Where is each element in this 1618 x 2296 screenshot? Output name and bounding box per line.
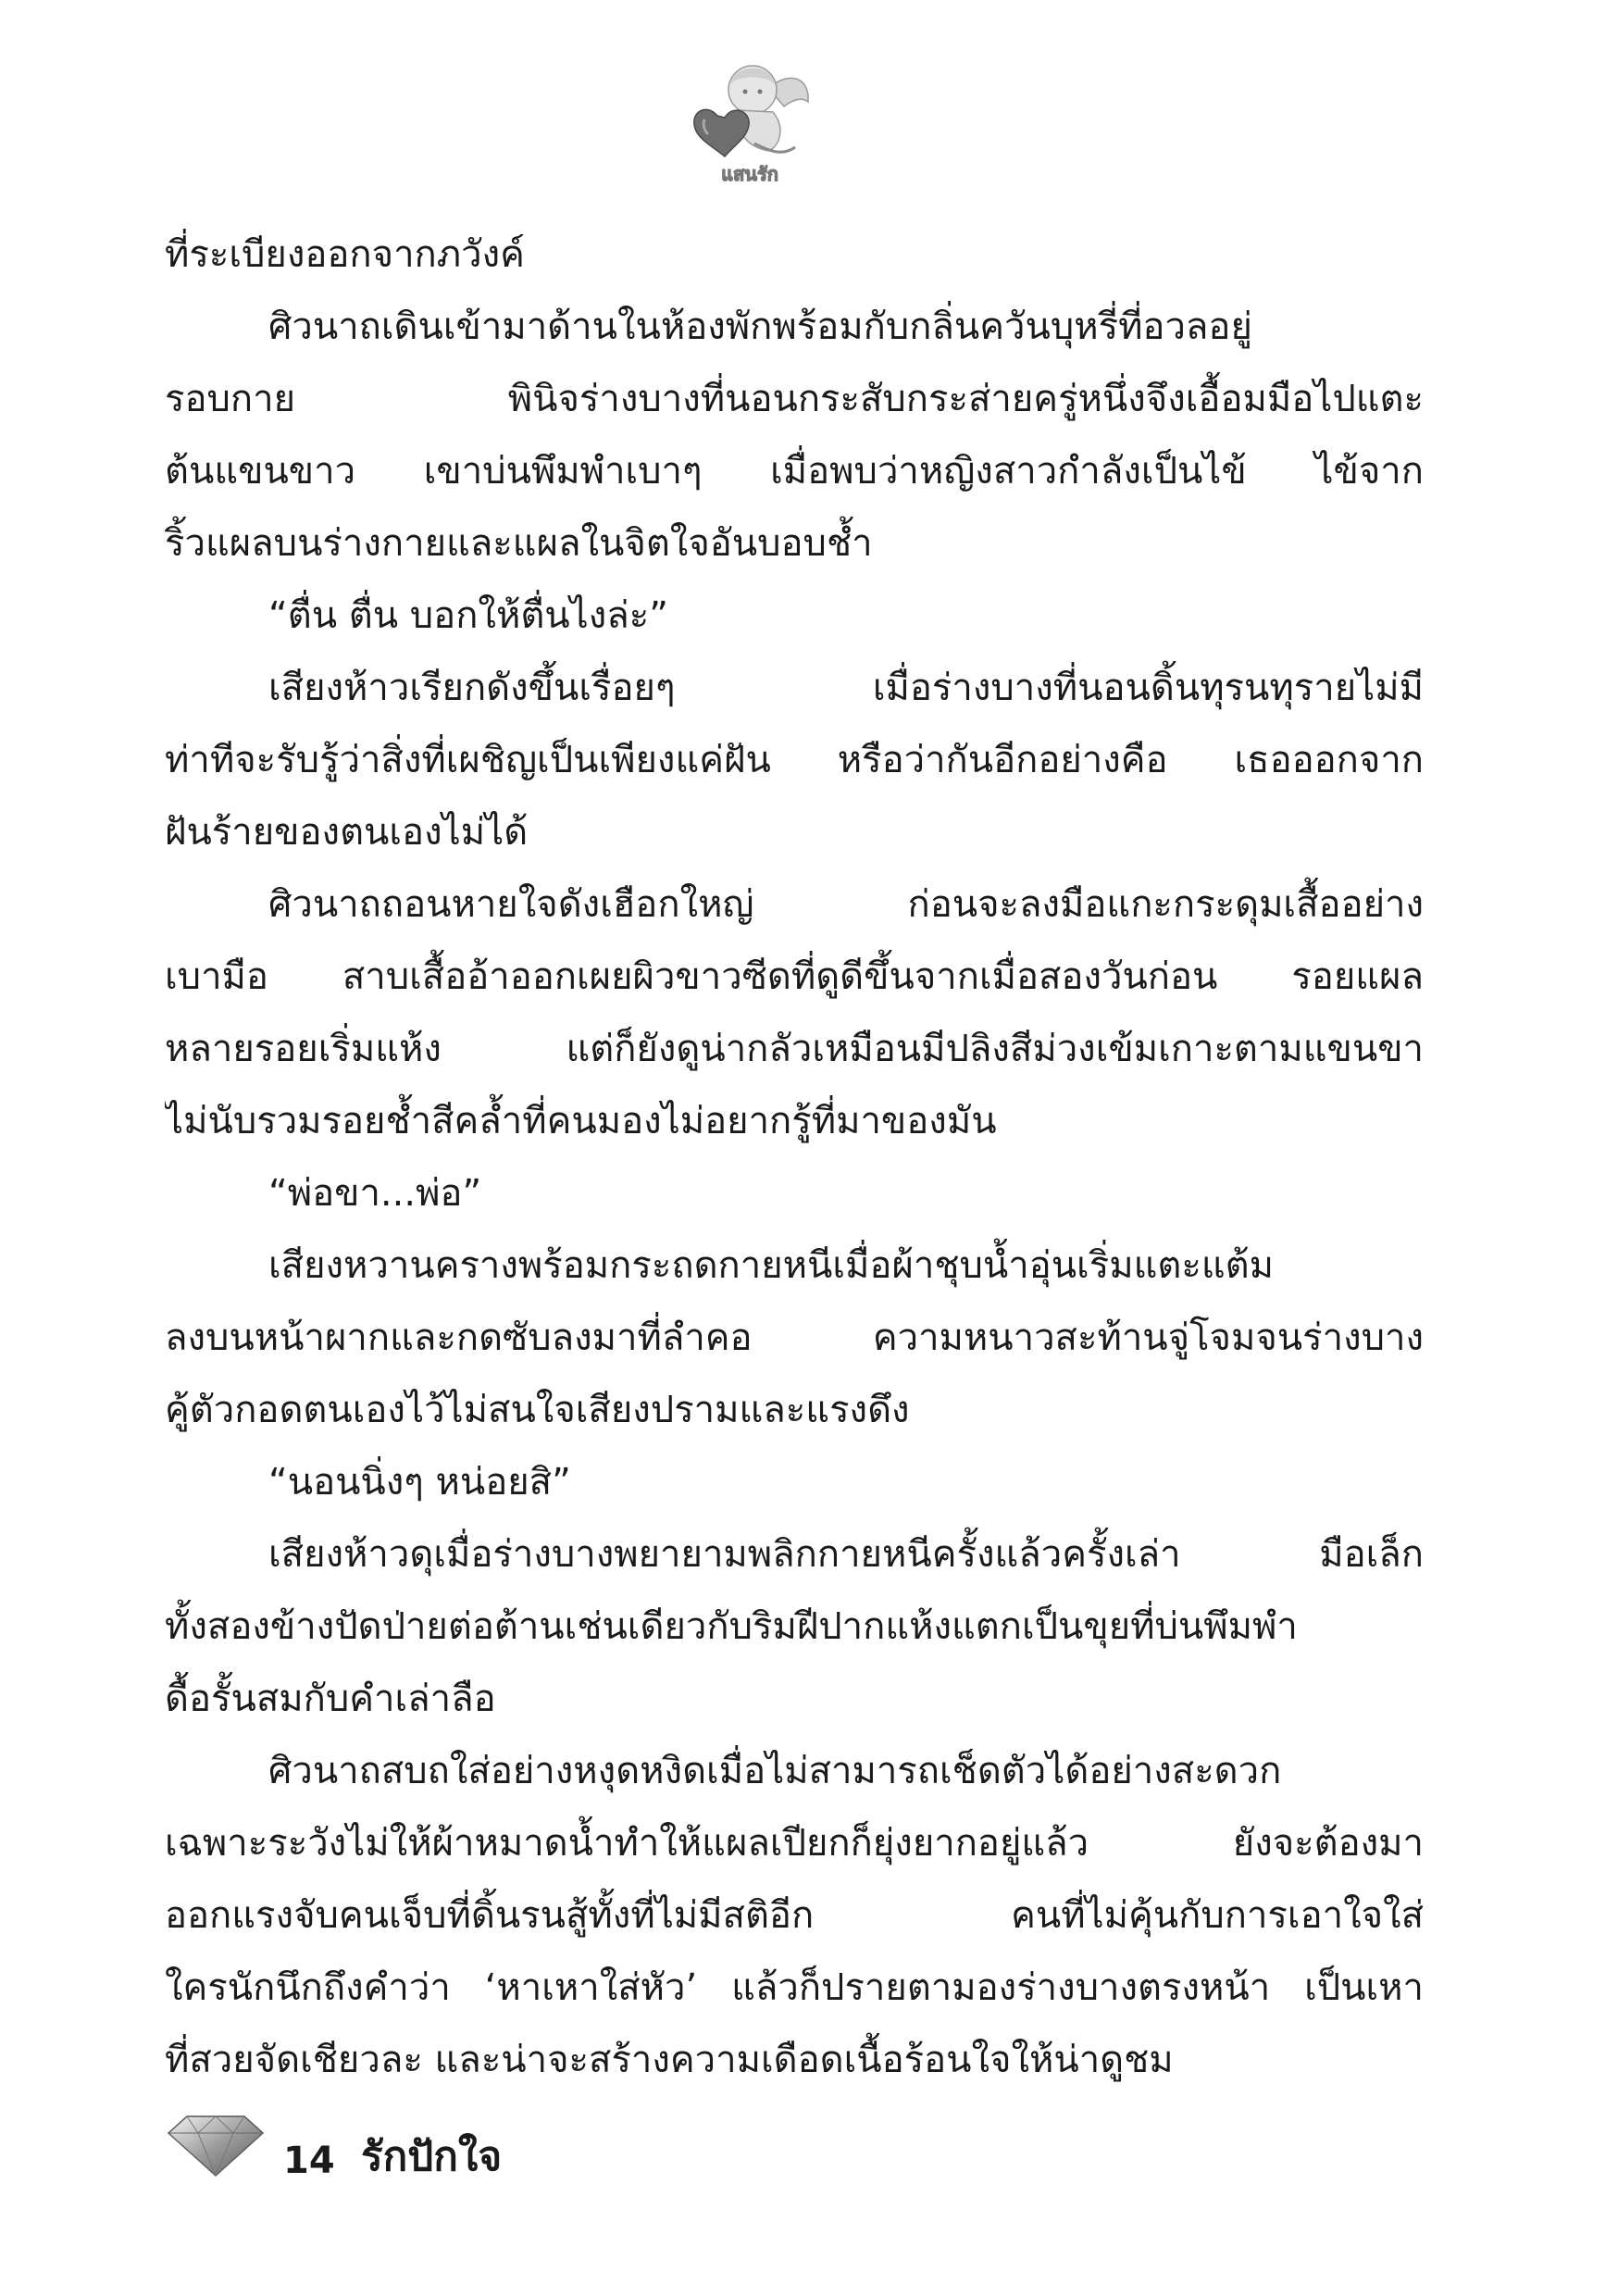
text-line: ลงบนหน้าผากและกดซับลงมาที่ลำคอ ความหนาวสะท้านจู่โจมจนร่างบาง [165,1316,1424,1359]
page-number: 14 [283,2140,335,2182]
text-line: ที่สวยจัดเชียวละ และน่าจะสร้างความเดือดเนื้อร้อนใจให้น่าดูชม [165,2039,1174,2081]
book-title: รักปักใจ [361,2133,503,2180]
text-line: ท่าทีจะรับรู้ว่าสิ่งที่เผชิญเป็นเพียงแค่ฝัน หรือว่ากันอีกอย่างคือ เธอออกจาก [165,739,1424,781]
text-line: ไม่นับรวมรอยช้ำสีคล้ำที่คนมองไม่อยากรู้ที่มาของมัน [165,1100,997,1142]
text-line: หลายรอยเริ่มแห้ง แต่ก็ยังดูน่ากลัวเหมือนมีปลิงสีม่วงเข้มเกาะตามแขนขา [165,1028,1424,1070]
page-body [165,218,1424,2096]
text-line: ศิวนาถเดินเข้ามาด้านในห้องพักพร้อมกับกลิ่นควันบุหรี่ที่อวลอยู่ [268,306,1252,348]
text-line: คู้ตัวกอดตนเองไว้ไม่สนใจเสียงปรามและแรงดึง [165,1389,910,1431]
text-line: เสียงหวานครางพร้อมกระถดกายหนีเมื่อผ้าชุบน้ำอุ่นเริ่มแตะแต้ม [268,1244,1274,1287]
text-line: รอบกาย พินิจร่างบางที่นอนกระสับกระส่ายครู่หนึ่งจึงเอื้อมมือไปแตะ [165,378,1424,420]
text-line: “นอนนิ่งๆ หน่อยสิ” [268,1461,571,1504]
text-line: “ตื่น ตื่น บอกให้ตื่นไงล่ะ” [268,594,669,637]
text-line: ศิวนาถสบถใส่อย่างหงุดหงิดเมื่อไม่สามารถเช็ดตัวได้อย่างสะดวก [268,1750,1282,1792]
text-line: ศิวนาถถอนหายใจดังเฮือกใหญ่ ก่อนจะลงมือแกะกระดุมเสื้ออย่าง [268,883,1424,926]
text-line: เสียงห้าวเรียกดังขึ้นเรื่อยๆ เมื่อร่างบางที่นอนดิ้นทุรนทุรายไม่มี [268,667,1424,709]
text-line: ที่ระเบียงออกจากภวังค์ [165,233,525,276]
text-line: ริ้วแผลบนร่างกายและแผลในจิตใจอันบอบช้ำ [165,522,873,565]
text-line: ต้นแขนขาว เขาบ่นพึมพำเบาๆ เมื่อพบว่าหญิงสาวกำลังเป็นไข้ ไข้จาก [165,450,1424,493]
text-line: เสียงห้าวดุเมื่อร่างบางพยายามพลิกกายหนีครั้งแล้วครั้งเล่า มือเล็ก [268,1533,1424,1576]
diamond-icon [165,2113,267,2177]
text-line: เฉพาะระวังไม่ให้ผ้าหมาดน้ำทำให้แผลเปียกก็ยุ่งยากอยู่แล้ว ยังจะต้องมา [165,1822,1424,1865]
text-line: เบามือ สาบเสื้ออ้าออกเผยผิวขาวซีดที่ดูดีขึ้นจากเมื่อสองวันก่อน รอยแผล [165,955,1424,998]
page-footer [165,2111,813,2194]
text-line: ฝันร้ายของตนเองไม่ได้ [165,811,529,854]
text-line: ดื้อรั้นสมกับคำเล่าลือ [165,1678,496,1720]
text-line: “พ่อขา...พ่อ” [268,1172,482,1215]
cherub-heart-logo-icon [680,51,819,190]
text-line: ทั้งสองข้างปัดป่ายต่อต้านเช่นเดียวกับริมฝีปากแห้งแตกเป็นขุยที่บ่นพึมพำ [165,1605,1298,1648]
publisher-logo [680,51,819,190]
text-line: ออกแรงจับคนเจ็บที่ดิ้นรนสู้ทั้งที่ไม่มีสติอีก คนที่ไม่คุ้นกับการเอาใจใส่ [165,1894,1424,1937]
logo-text: แสนรัก [721,163,778,185]
text-line: ใครนักนึกถึงคำว่า ‘หาเหาใส่หัว’ แล้วก็ปรายตามองร่างบางตรงหน้า เป็นเหา [165,1966,1424,2009]
